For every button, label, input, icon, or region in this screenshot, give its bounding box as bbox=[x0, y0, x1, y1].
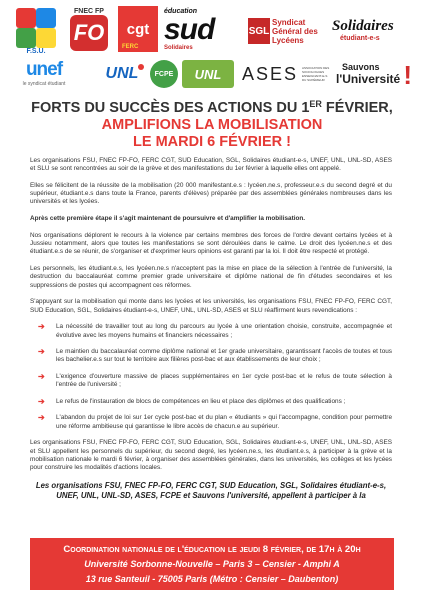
arrow-icon: ➔ bbox=[38, 372, 45, 381]
fcpe-logo: FCPE bbox=[150, 60, 178, 88]
paragraph-success: Elles se félicitent de la réussite de la mobilisation (20 000 manifestant.e.s : lycéen.ne.s, professeur.e.s du second degré et du supérieur, étudiant.e.s dans toute la France, parents d'élèves) préparée par des assemblées générales nombreuses dans les universités et les lycées. bbox=[30, 182, 392, 206]
solidaires-etudiants-logo: Solidaires étudiant-e-s bbox=[332, 18, 394, 42]
page-title bbox=[10, 96, 414, 151]
fsu-logo-label: F.S.U. bbox=[26, 48, 46, 54]
coordination-date: Coordination nationale de l'éducation le jeudi 8 février, de 17h à 20h bbox=[63, 544, 361, 555]
arrow-icon: ➔ bbox=[38, 322, 45, 332]
paragraph-next-step: Après cette première étape il s'agit maintenant de poursuivre et d'amplifier la mobilisation. bbox=[30, 215, 306, 223]
sgl-logo: SGL Syndicat Général des Lycéens bbox=[248, 18, 318, 45]
fsu-logo bbox=[14, 6, 58, 54]
paragraph-demands-intro: S'appuyant sur la mobilisation qui monte dans les lycées et les universités, les organisations FSU, FNEC FP-FO, FERC CGT, SUD Education, SGL, Solidaires étudiant-e-s, UNEF, UNL, UNL-SD, ASES et SLU réaffirment leurs revendications : bbox=[30, 298, 392, 314]
fnec-fp-fo-logo: FNEC FP FO bbox=[64, 4, 114, 54]
sauvons-universite-logo: Sauvons l'Université ! bbox=[336, 60, 412, 90]
arrow-icon: ➔ bbox=[38, 347, 45, 357]
coordination-banner bbox=[30, 538, 394, 590]
paragraph-strike-call: Les organisations FSU, FNEC FP-FO, FERC CGT, SUD Education, SGL, Solidaires étudiant-e-s, UNEF, UNL, UNL-SD, ASES et SLU appellent les personnels du supérieur, du second degré, les lycéen.ne.s, les étudiant.e.s, à participer à la grève et la mobilisation nationale le mardi 6 février, à organiser des assemblées générales, dans les universités, les collèges et les lycées pour construire les modalités d'actions locales. bbox=[30, 439, 392, 471]
list-item: ➔ Le maintien du baccalauréat comme diplôme national et 1er grade universitaire, garantissant l'accès de toutes et tous les bachelier.e.s sur tout le territoire aux filières post-bac et aux établissements de leur choix ; bbox=[38, 347, 392, 364]
paragraph-intro: Les organisations FSU, FNEC FP-FO, FERC CGT, SUD Education, SGL, Solidaires étudiant-e-s, UNEF, UNL, UNL-SD, ASES et SLU se sont rencontrées au soir de la grève et des manifestations du 1er février à laquelle elles ont appelé. bbox=[30, 157, 392, 173]
list-item: ➔ L'exigence d'ouverture massive de places supplémentaires en 1er cycle post-bac et le refus de toute sélection à l'entrée de l'université ; bbox=[38, 372, 392, 389]
paragraph-violence: Nos organisations déplorent le recours à la violence par certains membres des forces de l'ordre devant certains lycées et à Jussieu notamment, alors que toutes les manifestations se sont déroulées dans le calme. Le droit des lycéen.ne.s et des étudiant.e.s de se réunir, de s'organiser et d'exprimer leurs opinions est garanti par la loi. Il doit être respecté et protégé. bbox=[30, 232, 392, 256]
communique-body bbox=[30, 157, 392, 505]
title-line-3: LE MARDI 6 FÉVRIER ! bbox=[133, 134, 291, 150]
ases-logo: ASES ASSOCIATION DES SOCIOLOGUES ENSEIGNANT-E-S DU SUPÉRIEUR bbox=[242, 64, 330, 84]
unl-sd-logo: UNL bbox=[182, 60, 234, 88]
ferc-cgt-logo: cgt FERC bbox=[118, 6, 158, 52]
list-item: ➔ La nécessité de travailler tout au long du parcours au lycée à une orientation choisie, construite, accompagnée et évolutive avec les moyens humains et financiers nécessaires ; bbox=[38, 322, 392, 339]
arrow-icon: ➔ bbox=[38, 396, 45, 406]
title-line-1: FORTS DU SUCCÈS DES ACTIONS DU 1ER FÉVRIER, bbox=[31, 99, 393, 116]
title-line-2: AMPLIFIONS LA MOBILISATION bbox=[101, 117, 323, 133]
demands-list bbox=[30, 323, 392, 430]
unl-logo: UNL bbox=[98, 62, 146, 86]
list-item: ➔ L'abandon du projet de loi sur 1er cycle post-bac et du plan « étudiants » qui l'accompagne, condition pour permettre une réforme ambitieuse qui garantisse le libre accès de chacun.e au supérieur. bbox=[38, 413, 392, 430]
coordination-venue: Université Sorbonne-Nouvelle – Paris 3 – Censier - Amphi A bbox=[84, 559, 340, 569]
list-item: ➔ Le refus de l'instauration de blocs de compétences en lieu et place des diplômes et des qualifications ; bbox=[38, 396, 346, 406]
logo-banner bbox=[14, 4, 414, 90]
arrow-icon: ➔ bbox=[38, 413, 45, 423]
paragraph-coordination-call: Les organisations FSU, FNEC FP-FO, FERC CGT, SUD Education, SGL, Solidaires étudiant-e-s, UNEF, UNL, UNL-SD, ASES, FCPE et Sauvons l'université, appellent à participer à la bbox=[35, 480, 387, 500]
coordination-address: 13 rue Santeuil - 75005 Paris (Métro : Censier – Daubenton) bbox=[85, 574, 339, 584]
sud-education-logo: éducation sud Solidaires bbox=[164, 7, 215, 51]
paragraph-reforms: Les personnels, les étudiant.e.s, les lycéen.ne.s n'acceptent pas la mise en place de la sélection à l'entrée de l'université, la destruction du baccalauréat comme premier grade universitaire et diplôme national de fin d'études secondaires et les suppressions de postes qui accompagnent ces réformes. bbox=[30, 265, 392, 289]
unef-logo: unef le syndicat étudiant bbox=[22, 59, 66, 87]
